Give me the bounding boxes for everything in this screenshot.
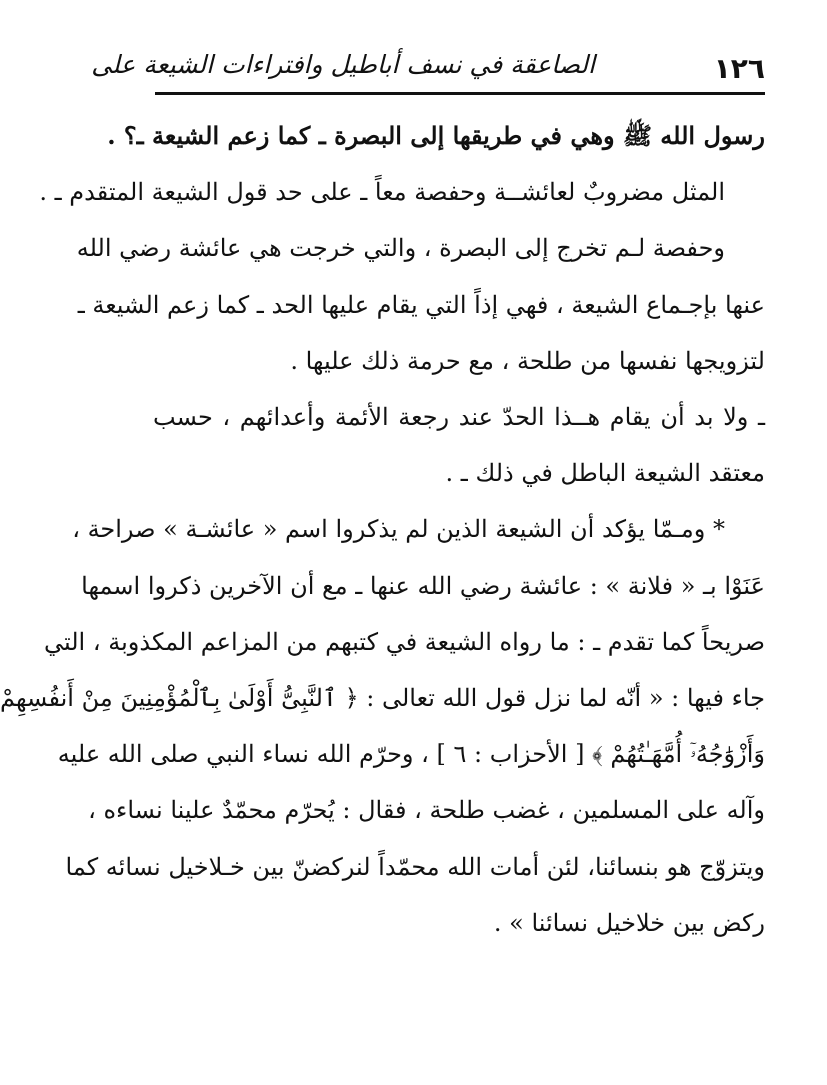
text-line: وحفصة لـم تخرج إلى البصرة ، والتي خرجت هي عائشة رضي الله: [76, 234, 725, 263]
page-number: ١٢٦: [713, 52, 765, 85]
text-line: المثل مضروبٌ لعائشــة وحفصة معاً ـ على حد قول الشيعة المتقدم ـ .: [39, 178, 725, 207]
text-line: صريحاً كما تقدم ـ : ما رواه الشيعة في كتبهم من المزاعم المكذوبة ، التي: [43, 627, 765, 656]
text-line: لتزويجها نفسها من طلحة ، مع حرمة ذلك عليها .: [290, 346, 765, 375]
text-line: ويتزوّج هو بنسائنا، لئن أمات الله محمّداً لنركضنّ بين خـلاخيل نسائه كما: [65, 852, 765, 881]
text-line: ـ ولا بد أن يقام هــذا الحدّ عند رجعة الأئمة وأعدائهم ، حسب: [153, 403, 765, 432]
text-line: وَأَزْوَٰجُهُۥٓ أُمَّهَـٰتُهُمْ ﴾ [ الأحزاب : ٦ ] ، وحرّم الله نساء النبي صلى الله عليه: [57, 740, 765, 769]
text-line: * ومـمّا يؤكد أن الشيعة الذين لم يذكروا اسم « عائشـة » صراحة ،: [72, 515, 725, 544]
text-line: عَنَوْا بـ « فلانة » : عائشة رضي الله عنها ـ مع أن الآخرين ذكروا اسمها: [81, 571, 765, 600]
text-line: ركض بين خلاخيل نسائنا » .: [493, 908, 765, 937]
page-body: [0, 108, 765, 951]
running-title: الصاعقة في نسف أباطيل وافتراءات الشيعة على: [91, 50, 595, 79]
text-line: وآله على المسلمين ، غضب طلحة ، فقال : يُحرّم محمّدٌ علينا نساءه ،: [88, 796, 765, 825]
text-line: معتقد الشيعة الباطل في ذلك ـ .: [445, 459, 765, 488]
page-header: [91, 40, 765, 86]
text-line: جاء فيها : « أنّه لما نزل قول الله تعالى : ﴿ ٱلنَّبِىُّ أَوْلَىٰ بِٱلْمُؤْمِنِينَ مِنْ أَنفُسِهِمْ: [0, 684, 765, 713]
header-divider: [155, 92, 765, 95]
text-line: عنها بإجـماع الشيعة ، فهي إذاً التي يقام عليها الحد ـ كما زعم الشيعة ـ: [77, 290, 765, 319]
text-line: رسول الله ﷺ وهي في طريقها إلى البصرة ـ كما زعم الشيعة ـ؟ .: [107, 121, 765, 150]
